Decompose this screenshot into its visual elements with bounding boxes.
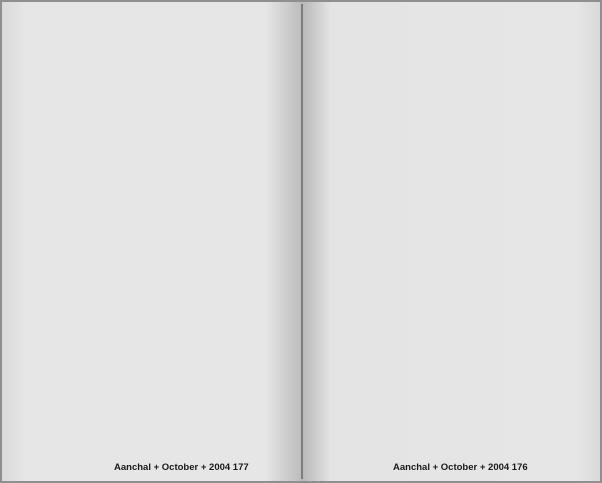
paragraph xyxy=(105,88,189,103)
paragraph xyxy=(199,72,283,87)
paragraph xyxy=(105,10,189,25)
paragraph xyxy=(12,10,96,25)
paragraph xyxy=(506,41,590,56)
page-footer: Aanchal + October + 2004 177 xyxy=(114,462,249,473)
column-left xyxy=(319,10,403,455)
paragraph xyxy=(319,72,403,87)
column-right xyxy=(506,10,590,455)
paragraph xyxy=(199,26,283,41)
paragraph xyxy=(12,72,96,87)
paragraph xyxy=(105,41,189,56)
paragraph xyxy=(506,10,590,25)
paragraph xyxy=(412,88,496,103)
paragraph xyxy=(199,41,283,56)
magazine-spread xyxy=(2,2,600,481)
column-right xyxy=(199,10,283,455)
text-columns xyxy=(319,10,590,455)
page-177 xyxy=(2,2,301,481)
paragraph xyxy=(506,72,590,87)
paragraph xyxy=(319,10,403,25)
paragraph xyxy=(506,26,590,41)
page-footer: Aanchal + October + 2004 176 xyxy=(393,462,528,473)
text-columns xyxy=(12,10,283,455)
paragraph xyxy=(412,41,496,56)
page-gutter xyxy=(301,4,303,479)
paragraph xyxy=(12,88,96,103)
paragraph xyxy=(12,57,96,72)
paragraph xyxy=(199,88,283,103)
paragraph xyxy=(105,57,189,72)
paragraph xyxy=(105,72,189,87)
paragraph xyxy=(412,10,496,25)
paragraph xyxy=(506,57,590,72)
paragraph xyxy=(319,26,403,41)
paragraph xyxy=(319,41,403,56)
paragraph xyxy=(12,41,96,56)
paragraph xyxy=(199,10,283,25)
page-176 xyxy=(301,2,600,481)
paragraph xyxy=(199,57,283,72)
column-middle xyxy=(105,10,189,455)
column-left xyxy=(12,10,96,455)
paragraph xyxy=(412,57,496,72)
paragraph xyxy=(412,72,496,87)
paragraph xyxy=(105,26,189,41)
paragraph xyxy=(12,26,96,41)
paragraph xyxy=(319,88,403,103)
paragraph xyxy=(319,57,403,72)
column-middle xyxy=(412,10,496,455)
paragraph xyxy=(506,88,590,103)
paragraph xyxy=(412,26,496,41)
